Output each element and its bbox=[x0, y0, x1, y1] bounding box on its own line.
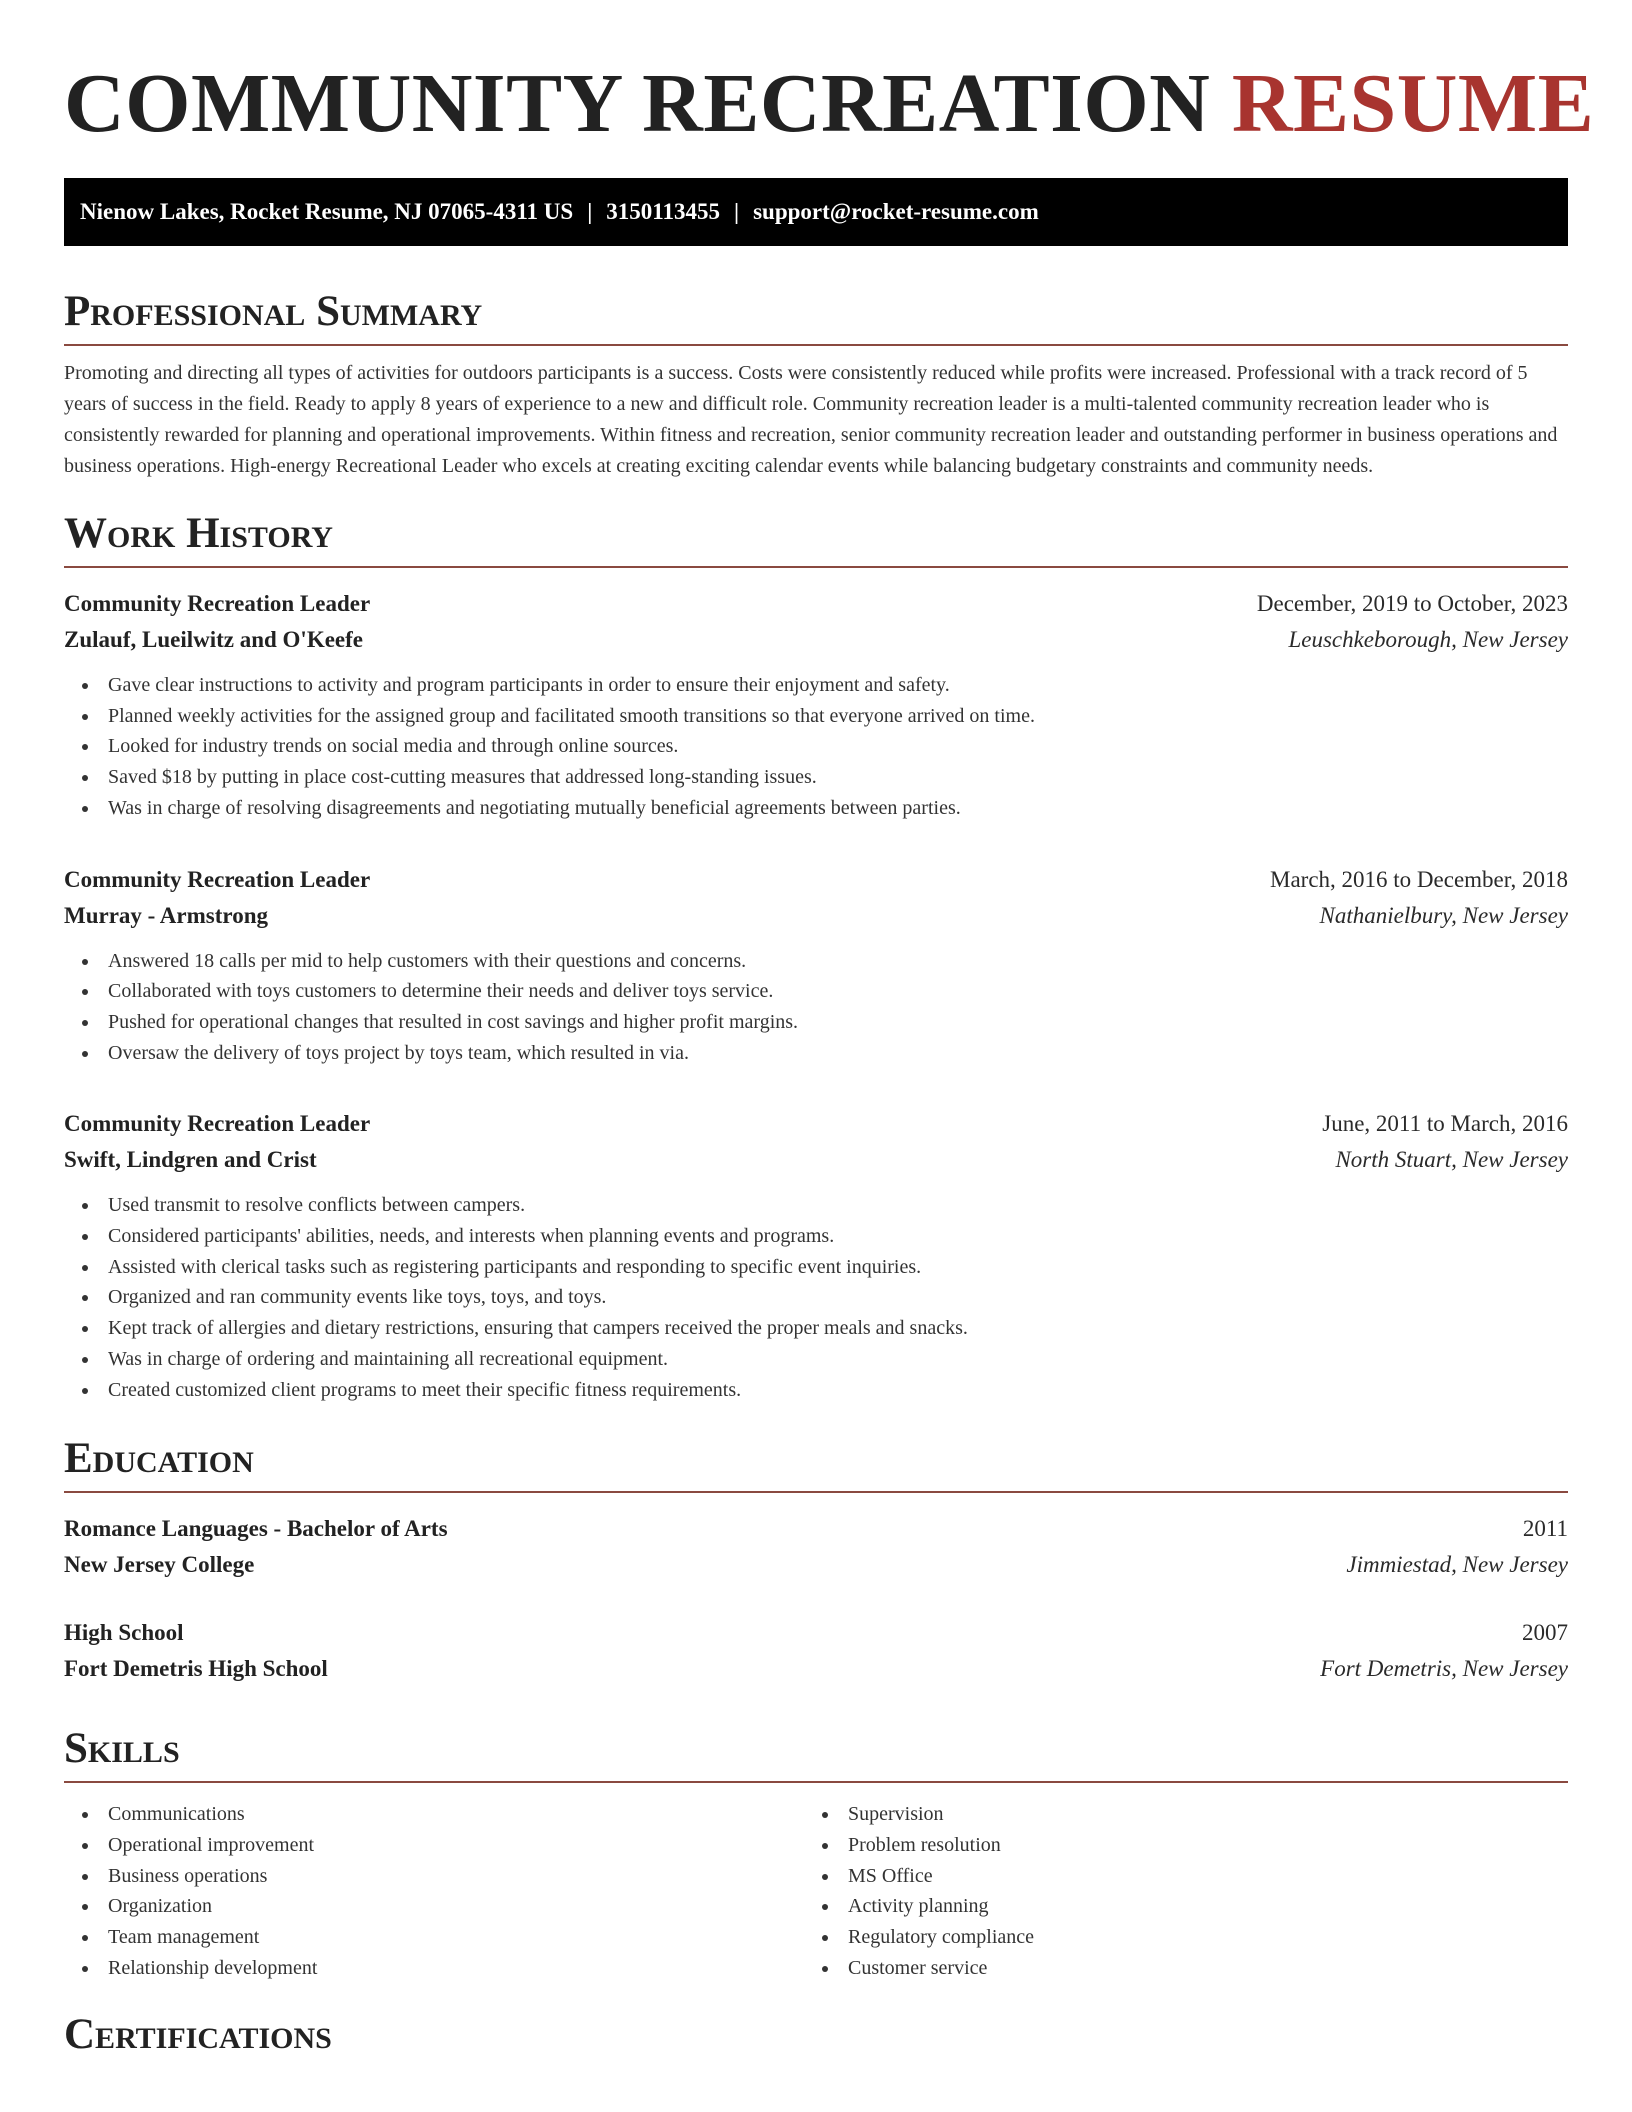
education-location: Jimmiestad, New Jersey bbox=[1346, 1552, 1568, 1578]
contact-email: support@rocket-resume.com bbox=[753, 199, 1039, 224]
education-entry bbox=[64, 1615, 1568, 1687]
education-school-row bbox=[64, 1547, 1568, 1583]
contact-phone: 3150113455 bbox=[606, 199, 721, 224]
job-header-row bbox=[64, 862, 1568, 898]
skills-list-right bbox=[804, 1799, 1544, 1983]
job-header-row bbox=[64, 586, 1568, 622]
skill-item: Supervision bbox=[804, 1799, 1544, 1830]
bullet-item: Pushed for operational changes that resulted in cost savings and higher profit margins. bbox=[64, 1007, 1568, 1038]
bullet-item: Was in charge of ordering and maintaining all recreational equipment. bbox=[64, 1344, 1568, 1375]
work-history-heading: Work History bbox=[64, 508, 1568, 568]
skills-list-left bbox=[64, 1799, 804, 1983]
bullet-item: Assisted with clerical tasks such as registering participants and responding to specific event inquiries. bbox=[64, 1252, 1568, 1283]
work-history-section bbox=[64, 508, 1568, 1405]
education-section bbox=[64, 1433, 1568, 1687]
job-header-row bbox=[64, 1106, 1568, 1142]
bullet-item: Looked for industry trends on social media and through online sources. bbox=[64, 731, 1568, 762]
summary-section bbox=[64, 286, 1568, 482]
job-role: Community Recreation Leader bbox=[64, 591, 371, 616]
bullet-item: Oversaw the delivery of toys project by toys team, which resulted in via. bbox=[64, 1038, 1568, 1069]
education-header-row bbox=[64, 1615, 1568, 1651]
bullet-item: Saved $18 by putting in place cost-cutting measures that addressed long-standing issues. bbox=[64, 762, 1568, 793]
job-entry bbox=[64, 586, 1568, 824]
bullet-item: Used transmit to resolve conflicts between campers. bbox=[64, 1190, 1568, 1221]
bullet-item: Created customized client programs to meet their specific fitness requirements. bbox=[64, 1375, 1568, 1406]
job-company: Murray - Armstrong bbox=[64, 902, 268, 928]
skills-grid bbox=[64, 1799, 1568, 1983]
job-dates: December, 2019 to October, 2023 bbox=[1256, 591, 1568, 616]
resume-title bbox=[64, 0, 1595, 152]
bullet-item: Answered 18 calls per mid to help customers with their questions and concerns. bbox=[64, 946, 1568, 977]
summary-heading: Professional Summary bbox=[64, 286, 1568, 346]
education-entry bbox=[64, 1511, 1568, 1583]
bullet-item: Was in charge of resolving disagreements and negotiating mutually beneficial agreements between parties. bbox=[64, 793, 1568, 824]
skill-item: Organization bbox=[64, 1891, 804, 1922]
contact-separator: | bbox=[587, 199, 593, 224]
education-degree: High School bbox=[64, 1620, 184, 1646]
resume-title-main: COMMUNITY RECREATION bbox=[64, 57, 1211, 150]
job-bullets bbox=[64, 670, 1568, 824]
skill-item: Problem resolution bbox=[804, 1830, 1544, 1861]
job-location: Nathanielbury, New Jersey bbox=[1319, 902, 1568, 928]
summary-text: Promoting and directing all types of activities for outdoors participants is a success. Costs were consistently reduced while profits were increased. Professional with a track record of 5 years of success in the field. Ready to apply 8 years of experience to a new and difficult role. Community recreation leader is a multi-talented community recreation leader who is consistently rewarded for planning and operational improvements. Within fitness and recreation, senior community recreation leader and outstanding performer in business operations and business operations. High-energy Recreational Leader who excels at creating exciting calendar events while balancing budgetary constraints and community needs. bbox=[64, 362, 1558, 477]
job-company: Zulauf, Lueilwitz and O'Keefe bbox=[64, 627, 363, 652]
skill-item: Relationship development bbox=[64, 1953, 804, 1984]
education-school: New Jersey College bbox=[64, 1552, 255, 1578]
resume-page bbox=[64, 0, 1595, 2067]
certifications-heading: Certifications bbox=[64, 2011, 332, 2059]
education-heading: Education bbox=[64, 1433, 1568, 1493]
job-dates: March, 2016 to December, 2018 bbox=[1270, 866, 1568, 892]
job-bullets bbox=[64, 1190, 1568, 1405]
education-header-row bbox=[64, 1511, 1568, 1547]
job-location: North Stuart, New Jersey bbox=[1335, 1147, 1568, 1173]
job-company-row bbox=[64, 622, 1568, 658]
job-location: Leuschkeborough, New Jersey bbox=[1288, 627, 1568, 652]
bullet-item: Kept track of allergies and dietary restrictions, ensuring that campers received the proper meals and snacks. bbox=[64, 1313, 1568, 1344]
job-role: Community Recreation Leader bbox=[64, 1111, 371, 1137]
skill-item: Customer service bbox=[804, 1953, 1544, 1984]
education-year: 2007 bbox=[1522, 1620, 1568, 1646]
skill-item: Business operations bbox=[64, 1861, 804, 1892]
job-role: Community Recreation Leader bbox=[64, 866, 371, 892]
education-degree: Romance Languages - Bachelor of Arts bbox=[64, 1516, 448, 1542]
skills-heading: Skills bbox=[64, 1723, 1568, 1783]
certifications-section bbox=[64, 2009, 1568, 2067]
skill-item: Regulatory compliance bbox=[804, 1922, 1544, 1953]
skill-item: Communications bbox=[64, 1799, 804, 1830]
bullet-item: Gave clear instructions to activity and program participants in order to ensure their enjoyment and safety. bbox=[64, 670, 1568, 701]
education-school-row bbox=[64, 1651, 1568, 1687]
skill-item: Activity planning bbox=[804, 1891, 1544, 1922]
skill-item: Team management bbox=[64, 1922, 804, 1953]
skills-section bbox=[64, 1723, 1568, 1983]
bullet-item: Organized and ran community events like toys, toys, and toys. bbox=[64, 1282, 1568, 1313]
job-bullets bbox=[64, 946, 1568, 1069]
bullet-item: Considered participants' abilities, needs, and interests when planning events and programs. bbox=[64, 1221, 1568, 1252]
job-entry bbox=[64, 1106, 1568, 1405]
job-dates: June, 2011 to March, 2016 bbox=[1322, 1111, 1568, 1137]
bullet-item: Planned weekly activities for the assigned group and facilitated smooth transitions so that everyone arrived on time. bbox=[64, 701, 1568, 732]
job-company-row bbox=[64, 898, 1568, 934]
job-company: Swift, Lindgren and Crist bbox=[64, 1147, 317, 1173]
education-school: Fort Demetris High School bbox=[64, 1656, 328, 1682]
education-year: 2011 bbox=[1522, 1516, 1568, 1542]
bullet-item: Collaborated with toys customers to determine their needs and deliver toys service. bbox=[64, 976, 1568, 1007]
education-location: Fort Demetris, New Jersey bbox=[1320, 1656, 1568, 1682]
skill-item: Operational improvement bbox=[64, 1830, 804, 1861]
job-company-row bbox=[64, 1142, 1568, 1178]
contact-address: Nienow Lakes, Rocket Resume, NJ 07065-4311 US bbox=[80, 199, 574, 224]
resume-title-accent: RESUME bbox=[1231, 57, 1595, 150]
skill-item: MS Office bbox=[804, 1861, 1544, 1892]
contact-bar bbox=[64, 178, 1568, 246]
job-entry bbox=[64, 862, 1568, 1069]
contact-separator: | bbox=[734, 199, 740, 224]
